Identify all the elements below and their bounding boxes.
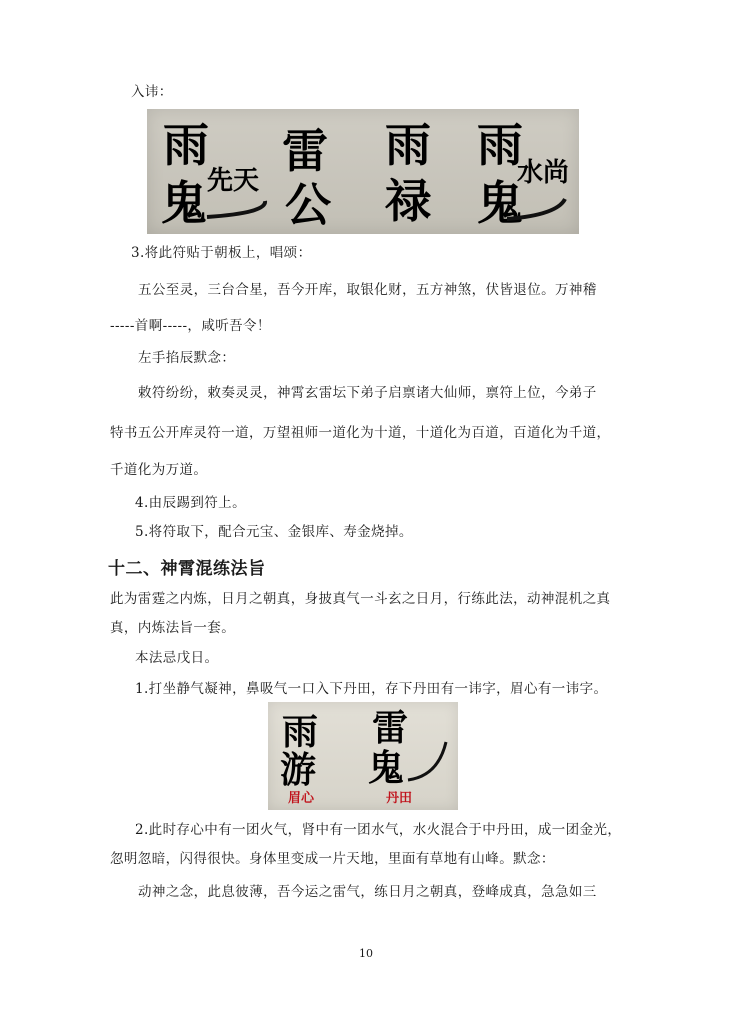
- taboo-note: 本法忌戊日。: [135, 650, 219, 666]
- talisman-glyphs-top: [147, 109, 579, 234]
- step-5: 5.将符取下，配合元宝、金银库、寿金烧掉。: [135, 524, 413, 540]
- label-meixin: 眉心: [288, 791, 315, 806]
- glyph-3-bottom: 禄: [385, 174, 431, 228]
- glyph-a-top: 雨: [282, 711, 319, 753]
- glyph-1-bottom: 鬼: [161, 176, 207, 230]
- step-2-line-1: 2.此时存心中有一团火气，肾中有一团水气，水火混合于中丹田，成一团金光，: [135, 822, 622, 838]
- glyph-b-bottom: 鬼: [368, 747, 405, 789]
- intro-label: 入讳：: [131, 84, 173, 100]
- section-para-line-2: 真，内炼法旨一套。: [110, 620, 236, 636]
- glyph-2-bottom: 公: [285, 178, 331, 232]
- step-1: 1.打坐静气凝神，鼻吸气一口入下丹田，存下丹田有一讳字，眉心有一讳字。: [135, 681, 608, 697]
- step-2-line-2: 忽明忽暗，闪得很快。身体里变成一片天地，里面有草地有山峰。默念：: [110, 851, 555, 867]
- glyph-1-top: 雨: [163, 118, 209, 172]
- glyph-1-side: 先天: [207, 166, 260, 196]
- glyph-4-bottom: 鬼: [477, 176, 523, 230]
- glyph-4-top: 雨: [477, 118, 523, 172]
- glyph-a-bottom: 游: [280, 749, 317, 791]
- chant2-line-1: 敕符纷纷，敕奏灵灵，神霄玄雷坛下弟子启禀诸大仙师，禀符上位，今弟子: [138, 385, 597, 401]
- talisman-glyphs-bottom: [268, 702, 458, 810]
- talisman-photo-bottom: [268, 702, 458, 810]
- chant3-line-1: 动神之念，此息彼薄，吾今运之雷气，练日月之朝真，登峰成真，急急如三: [138, 884, 597, 900]
- step-4: 4.由辰踢到符上。: [135, 495, 246, 511]
- label-dantian: 丹田: [386, 791, 413, 806]
- chant-line-2: -----首啊-----，咸听吾令！: [110, 318, 271, 334]
- step-3: 3.将此符贴于朝板上，唱颂：: [131, 245, 312, 261]
- chant-line-1: 五公至灵，三台合星，吾今开库，取银化财，五方神煞，伏皆退位。万神稽: [138, 282, 597, 298]
- section-para-line-1: 此为雷霆之内炼，日月之朝真，身披真气一斗玄之日月，行练此法，动神混机之真: [110, 591, 611, 607]
- talisman-photo-top: [147, 109, 579, 234]
- chant2-line-2: 特书五公开库灵符一道，万望祖师一道化为十道，十道化为百道，百道化为千道，: [110, 425, 611, 441]
- glyph-2-top: 雷: [282, 124, 328, 178]
- section-heading: 十二、神霄混练法旨: [108, 559, 266, 579]
- left-hand-instruction: 左手掐辰默念：: [138, 350, 236, 366]
- chant2-line-3: 千道化为万道。: [110, 462, 208, 478]
- glyph-b-top: 雷: [372, 707, 409, 749]
- glyph-3-top: 雨: [385, 118, 431, 172]
- glyph-4-side: 水尚: [517, 158, 570, 188]
- page-number: 10: [359, 947, 373, 960]
